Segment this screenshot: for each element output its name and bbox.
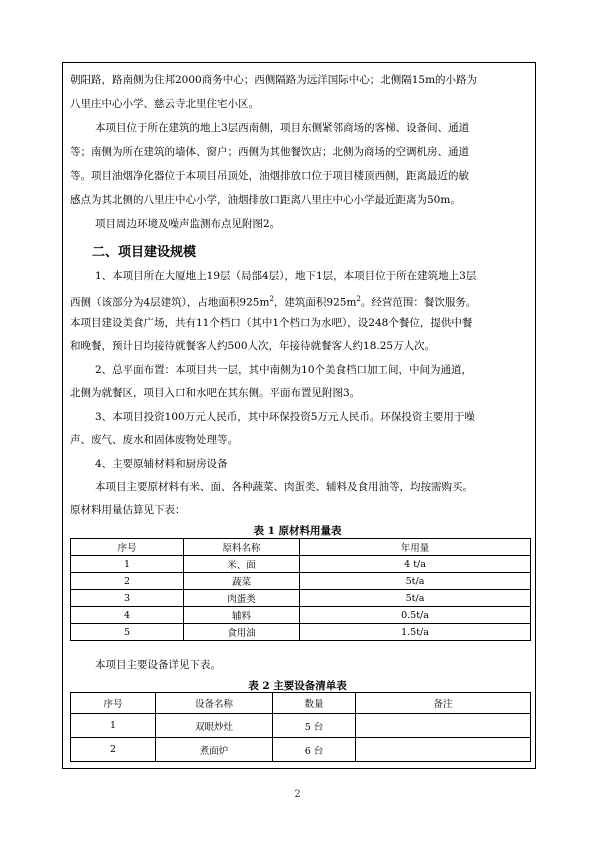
table-row bbox=[71, 573, 531, 590]
paragraph-line-area bbox=[70, 292, 530, 310]
cell: 3 bbox=[71, 590, 184, 607]
area-text: 西侧（该部分为4层建筑），占地面积925m bbox=[70, 296, 270, 309]
paragraph-line: 本项目主要原材料有米、面、各种蔬菜、肉蛋类、辅料及食用油等，均按需购买。 bbox=[95, 481, 473, 493]
paragraph-line: 本项目主要设备详见下表。 bbox=[95, 659, 221, 671]
cell: 4 bbox=[71, 607, 184, 624]
paragraph-line: 原材料用量估算见下表： bbox=[70, 504, 186, 516]
table-row bbox=[71, 556, 531, 573]
cell: 6 台 bbox=[273, 738, 356, 762]
col-header-remarks: 备注 bbox=[356, 693, 531, 714]
cell: 1 bbox=[71, 556, 184, 573]
scope-text: 。经营范围：餐饮服务。 bbox=[360, 296, 477, 309]
building-area-text: ，建筑面积925m bbox=[273, 296, 357, 309]
table-header-row bbox=[71, 539, 531, 556]
superscript: 2 bbox=[269, 295, 274, 303]
cell: 4 t/a bbox=[300, 556, 531, 573]
cell: 1.5t/a bbox=[300, 624, 531, 641]
paragraph-line: 本项目建设美食广场，共有11个档口（其中1个档口为水吧），设248个餐位，提供中餐 bbox=[70, 317, 473, 329]
paragraph-line: 项目周边环境及噪声监测布点见附图2。 bbox=[95, 218, 281, 230]
cell: 辅料 bbox=[184, 607, 300, 624]
table-row bbox=[71, 590, 531, 607]
cell: 5 台 bbox=[273, 714, 356, 738]
table-header-row bbox=[71, 693, 531, 714]
cell: 5t/a bbox=[300, 573, 531, 590]
cell: 肉蛋类 bbox=[184, 590, 300, 607]
paragraph-line: 本项目位于所在建筑的地上3层西南侧，项目东侧紧邻商场的客梯、设备间、通道 bbox=[95, 122, 470, 134]
cell: 2 bbox=[71, 738, 156, 762]
section-heading: 二、项目建设规模 bbox=[92, 245, 197, 260]
col-header-material: 原料名称 bbox=[184, 539, 300, 556]
table-row bbox=[71, 607, 531, 624]
paragraph-line: 4、主要原辅材料和厨房设备 bbox=[95, 458, 228, 470]
paragraph-line: 等；南侧为所在建筑的墙体、窗户；西侧为其他餐饮店；北侧为商场的空调机房、通道 bbox=[70, 146, 469, 158]
table-row bbox=[71, 624, 531, 641]
cell: 5t/a bbox=[300, 590, 531, 607]
table2-caption: 表 2 主要设备清单表 bbox=[248, 680, 347, 692]
paragraph-line: 感点为其北侧的八里庄中心小学，油烟排放口距离八里庄中心小学最近距离为50m。 bbox=[70, 194, 461, 206]
equipment-table bbox=[70, 692, 531, 762]
col-header-annual-usage: 年用量 bbox=[300, 539, 531, 556]
col-header-equipment: 设备名称 bbox=[156, 693, 273, 714]
cell: 米、面 bbox=[184, 556, 300, 573]
cell: 1 bbox=[71, 714, 156, 738]
page-number: 2 bbox=[294, 789, 301, 800]
raw-material-table bbox=[70, 538, 531, 641]
cell bbox=[356, 714, 531, 738]
paragraph-line: 八里庄中心小学、慈云寺北里住宅小区。 bbox=[70, 98, 259, 110]
col-header-index: 序号 bbox=[71, 693, 156, 714]
paragraph-line: 1、本项目所在大厦地上19层（局部4层），地下1层，本项目位于所在建筑地上3层 bbox=[95, 270, 477, 282]
cell: 蔬菜 bbox=[184, 573, 300, 590]
col-header-index: 序号 bbox=[71, 539, 184, 556]
cell: 煮面炉 bbox=[156, 738, 273, 762]
paragraph-line: 2、总平面布置：本项目共一层，其中南侧为10个美食档口加工间，中间为通道， bbox=[95, 364, 473, 376]
cell: 食用油 bbox=[184, 624, 300, 641]
paragraph-line: 声、废气、废水和固体废物处理等。 bbox=[70, 434, 238, 446]
cell: 2 bbox=[71, 573, 184, 590]
table-row bbox=[71, 738, 531, 762]
paragraph-line: 等。项目油烟净化器位于本项目吊顶处，油烟排放口位于项目楼顶西侧，距离最近的敏 bbox=[70, 170, 469, 182]
paragraph-line: 和晚餐，预计日均接待就餐客人约500人次，年接待就餐客人约18.25万人次。 bbox=[70, 340, 436, 352]
table1-caption: 表 1 原材料用量表 bbox=[253, 525, 342, 537]
paragraph-line: 3、本项目投资100万元人民币，其中环保投资5万元人民币。环保投资主要用于噪 bbox=[95, 411, 475, 423]
paragraph-line: 朝阳路，路南侧为住邦2000商务中心；西侧隔路为远洋国际中心；北侧隔15m的小路为 bbox=[70, 74, 478, 86]
cell: 5 bbox=[71, 624, 184, 641]
col-header-quantity: 数量 bbox=[273, 693, 356, 714]
table-row bbox=[71, 714, 531, 738]
cell: 双眼炒灶 bbox=[156, 714, 273, 738]
paragraph-line: 北侧为就餐区，项目入口和水吧在其东侧。平面布置见附图3。 bbox=[70, 387, 361, 399]
superscript: 2 bbox=[356, 295, 361, 303]
cell bbox=[356, 738, 531, 762]
cell: 0.5t/a bbox=[300, 607, 531, 624]
